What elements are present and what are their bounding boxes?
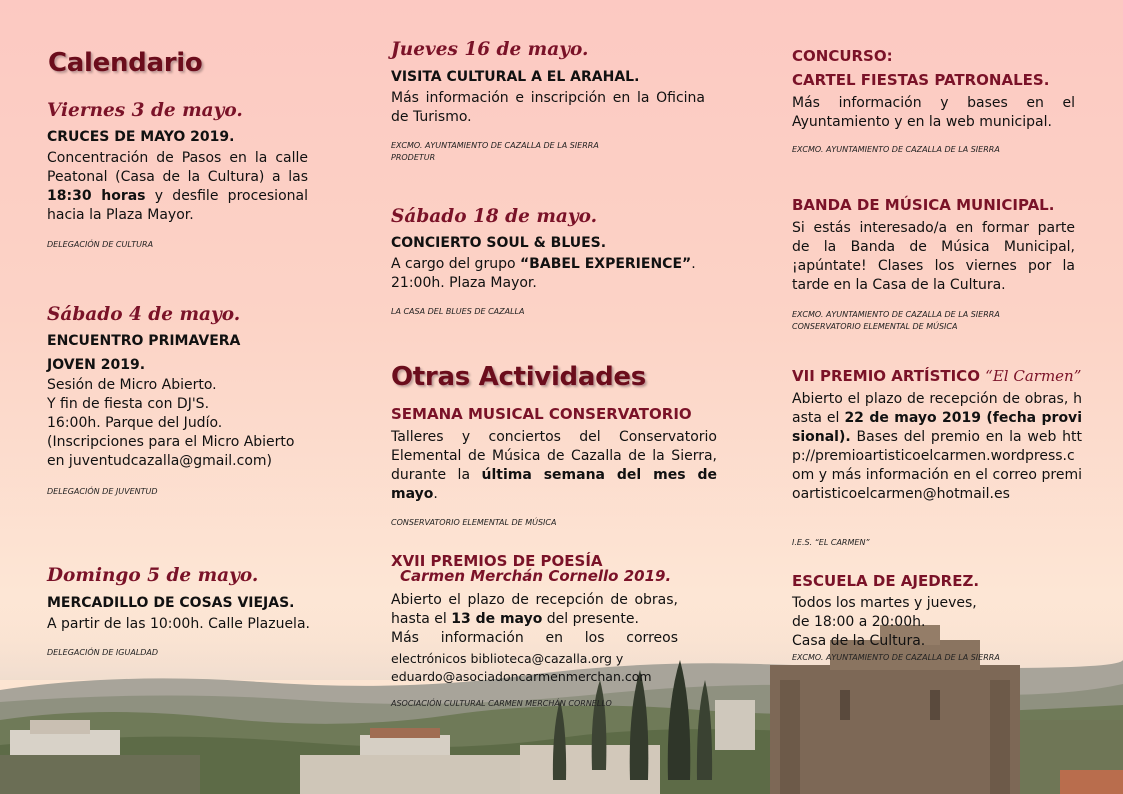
- activity-title: CONCURSO:: [792, 47, 893, 65]
- activity-description: Más información y bases en el Ayuntamiento y en la web municipal.: [792, 95, 1075, 130]
- activity-subtitle: Carmen Merchán Cornello 2019.: [400, 567, 672, 585]
- activity-description: Abierto el plazo de recepción de obras, hasta el 13 de mayo del presente. Más información en los correos: [391, 592, 678, 646]
- event-description: A cargo del grupo “BABEL EXPERIENCE”. 21:00h. Plaza Mayor.: [391, 256, 696, 291]
- activity-credit: ASOCIACIÓN CULTURAL CARMEN MERCHÁN CORNELLO: [391, 699, 612, 708]
- activity-title: VII PREMIO ARTÍSTICO “El Carmen”: [792, 367, 1082, 385]
- event-title: ENCUENTRO PRIMAVERA: [47, 333, 241, 349]
- event-credit: DELEGACIÓN DE IGUALDAD: [47, 648, 159, 657]
- event-title: VISITA CULTURAL A EL ARAHAL.: [391, 69, 640, 85]
- activity-description: Si estás interesado/a en formar parte de la Banda de Música Municipal, ¡apúntate! Clases los viernes por la tarde en la Casa de la Cultura.: [792, 220, 1075, 293]
- activity-description: Talleres y conciertos del Conservatorio Elemental de Música de Cazalla de la Sierra, durante la última semana del mes de mayo.: [391, 429, 717, 502]
- event-date: Domingo 5 de mayo.: [47, 565, 259, 586]
- activity-title: SEMANA MUSICAL CONSERVATORIO: [391, 405, 692, 423]
- event-credit: LA CASA DEL BLUES DE CAZALLA: [391, 307, 525, 316]
- event-credit: DELEGACIÓN DE JUVENTUD: [47, 487, 158, 496]
- event-credit: DELEGACIÓN DE CULTURA: [47, 240, 154, 249]
- event-date: Viernes 3 de mayo.: [47, 100, 243, 121]
- activity-title: XVII PREMIOS DE POESÍA: [391, 552, 603, 570]
- activity-credit: EXCMO. AYUNTAMIENTO DE CAZALLA DE LA SIERRA CONSERVATORIO ELEMENTAL DE MÚSICA: [792, 310, 1000, 331]
- event-title: JOVEN 2019.: [47, 357, 146, 373]
- event-title: CRUCES DE MAYO 2019.: [47, 129, 235, 145]
- activity-description: Todos los martes y jueves, de 18:00 a 20:00h. Casa de la Cultura.: [792, 595, 977, 649]
- activity-credit: I.E.S. “EL CARMEN”: [792, 538, 870, 547]
- event-date: Jueves 16 de mayo.: [391, 39, 589, 60]
- event-description: A partir de las 10:00h. Calle Plazuela.: [47, 616, 310, 632]
- event-date: Sábado 4 de mayo.: [47, 304, 241, 325]
- activity-title: BANDA DE MÚSICA MUNICIPAL.: [792, 196, 1055, 214]
- activity-title: CARTEL FIESTAS PATRONALES.: [792, 71, 1050, 89]
- event-description: Más información e inscripción en la Oficina de Turismo.: [391, 90, 705, 125]
- event-title: CONCIERTO SOUL & BLUES.: [391, 235, 607, 251]
- event-description: Sesión de Micro Abierto. Y fin de fiesta con DJ'S. 16:00h. Parque del Judío. (Inscripciones para el Micro Abierto en juventudcazalla@gmail.com): [47, 377, 295, 469]
- activity-credit: EXCMO. AYUNTAMIENTO DE CAZALLA DE LA SIERRA: [792, 653, 1000, 662]
- activity-emails: electrónicos biblioteca@cazalla.org y eduardo@asociadoncarmenmerchan.com: [391, 651, 652, 684]
- activity-credit: EXCMO. AYUNTAMIENTO DE CAZALLA DE LA SIERRA: [792, 145, 1000, 154]
- activity-title: ESCUELA DE AJEDREZ.: [792, 572, 980, 590]
- event-description: Concentración de Pasos en la calle Peatonal (Casa de la Cultura) a las 18:30 horas y desfile procesional hacia la Plaza Mayor.: [47, 150, 308, 223]
- event-credit: EXCMO. AYUNTAMIENTO DE CAZALLA DE LA SIERRA PRODETUR: [391, 141, 599, 162]
- activity-credit: CONSERVATORIO ELEMENTAL DE MÚSICA: [391, 518, 557, 527]
- event-title: MERCADILLO DE COSAS VIEJAS.: [47, 595, 295, 611]
- event-date: Sábado 18 de mayo.: [391, 206, 598, 227]
- otras-actividades-heading: Otras Actividades: [391, 362, 646, 392]
- activity-description: Abierto el plazo de recepción de obras, hasta el 22 de mayo 2019 (fecha provisional). Bases del premio en la web http://premioartisticoelcarmen.wordpress.com y más información en el correo premioartisticoelcarmen@hotmail.es: [792, 391, 1082, 502]
- calendario-heading: Calendario: [48, 48, 203, 78]
